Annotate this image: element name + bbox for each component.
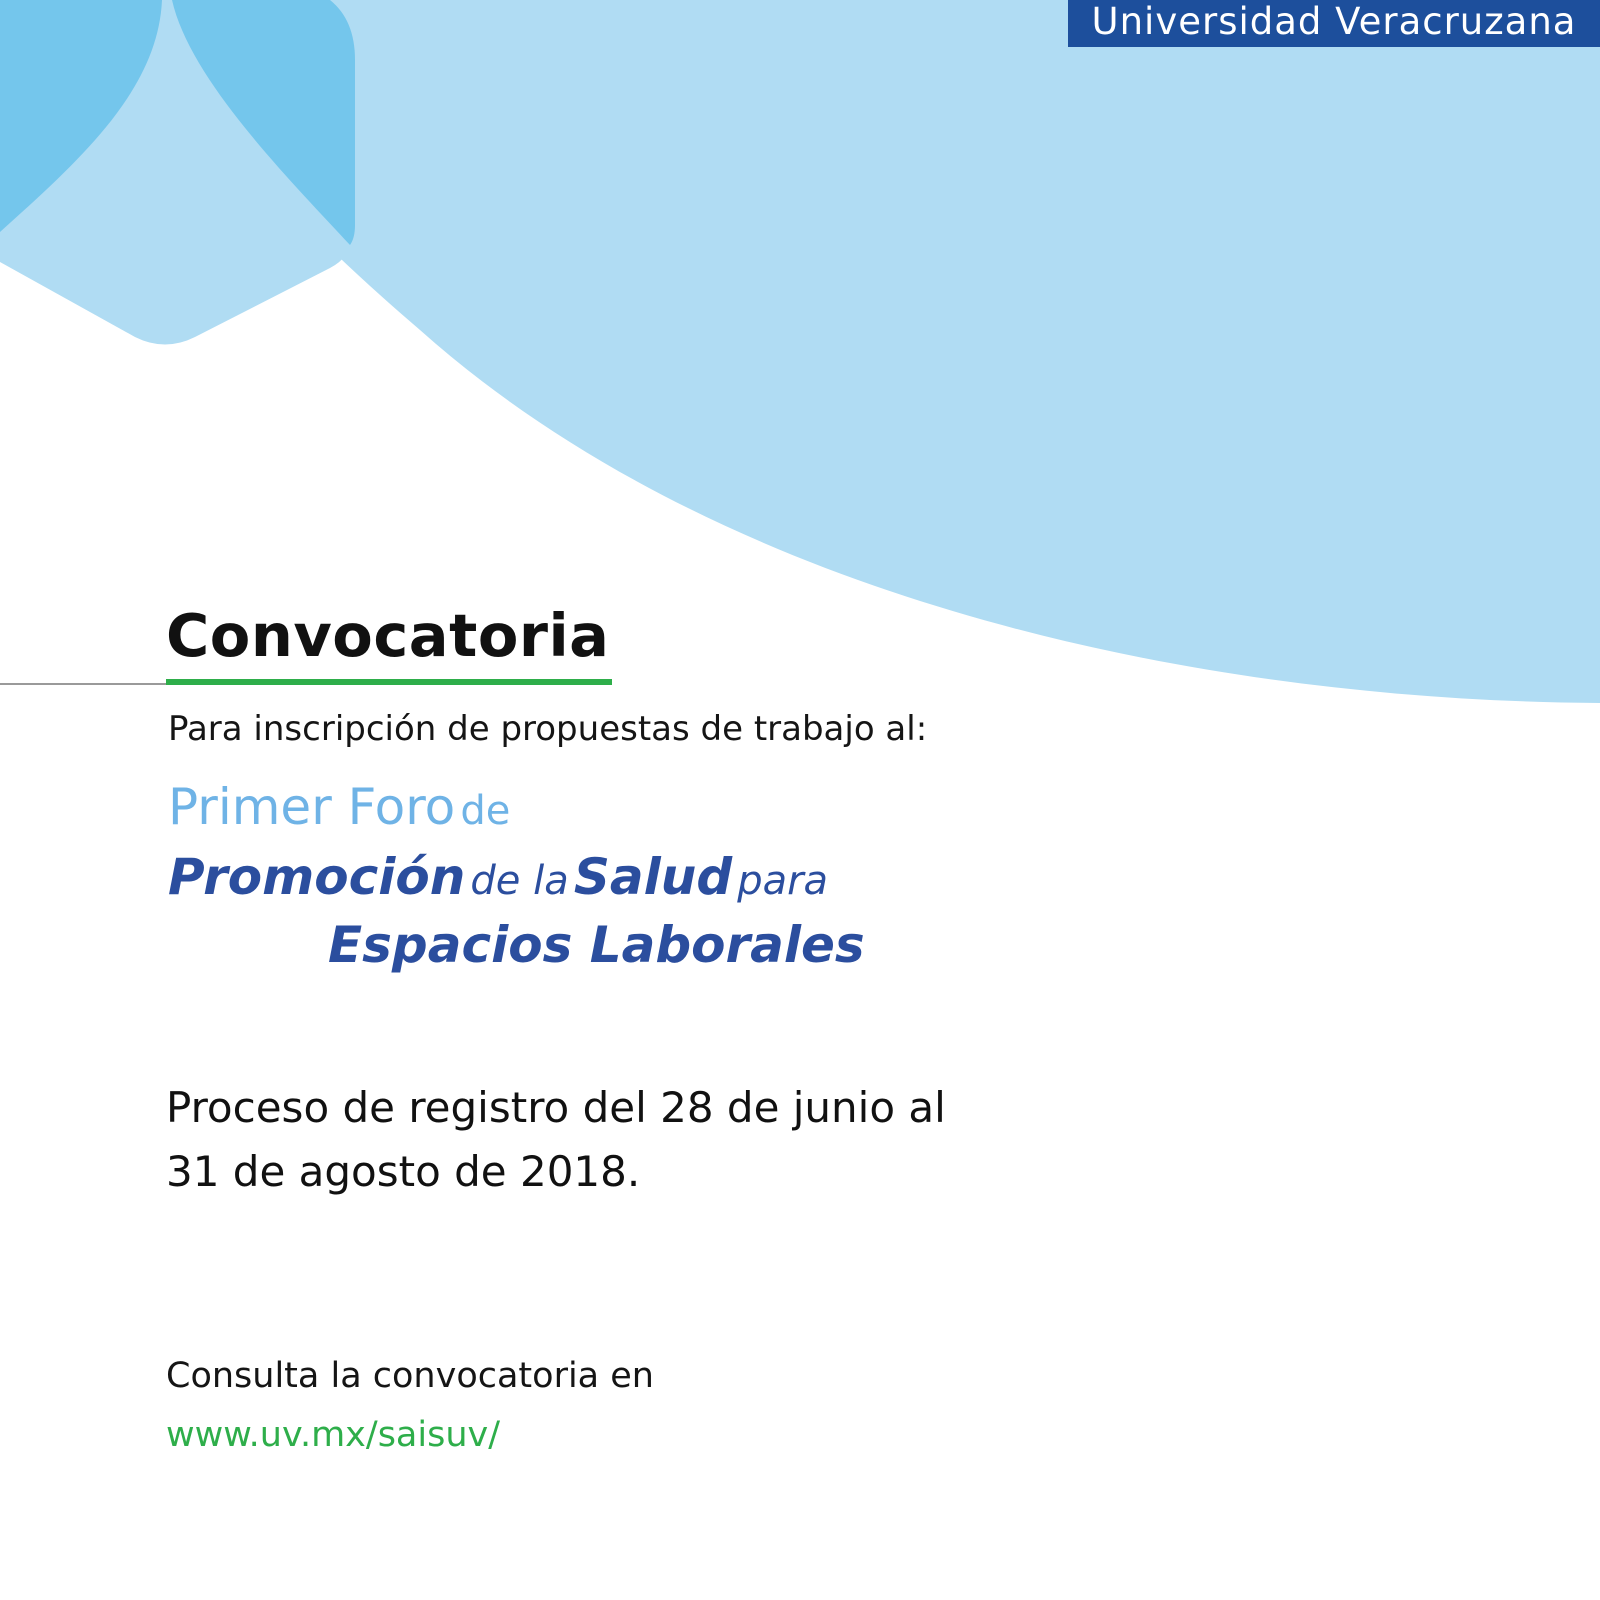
page-title: Convocatoria <box>166 601 610 670</box>
forum-word: Primer Foro <box>168 778 456 836</box>
forum-word: de <box>460 788 511 834</box>
forum-word: Espacios Laborales <box>328 916 865 974</box>
left-rule <box>0 683 166 685</box>
consult-text: Consulta la convocatoria en <box>166 1356 654 1396</box>
registration-dates <box>166 1076 1026 1204</box>
forum-word: Salud <box>573 848 733 906</box>
website-link[interactable]: www.uv.mx/saisuv/ <box>166 1415 501 1455</box>
institution-banner: Universidad Veracruzana <box>1068 0 1600 47</box>
large-blue-arc <box>170 0 1600 703</box>
forum-title-line-2 <box>168 848 828 906</box>
intro-text: Para inscripción de propuestas de trabajo al: <box>168 709 928 749</box>
forum-word: para <box>737 858 829 904</box>
dates-line: Proceso de registro del 28 de junio al <box>166 1083 946 1132</box>
forum-word: de la <box>470 858 569 904</box>
forum-title-line-1 <box>168 778 510 836</box>
title-underline <box>166 679 612 685</box>
forum-word: Promoción <box>168 848 466 906</box>
dates-line: 31 de agosto de 2018. <box>166 1147 641 1196</box>
forum-title-line-3 <box>328 916 865 974</box>
